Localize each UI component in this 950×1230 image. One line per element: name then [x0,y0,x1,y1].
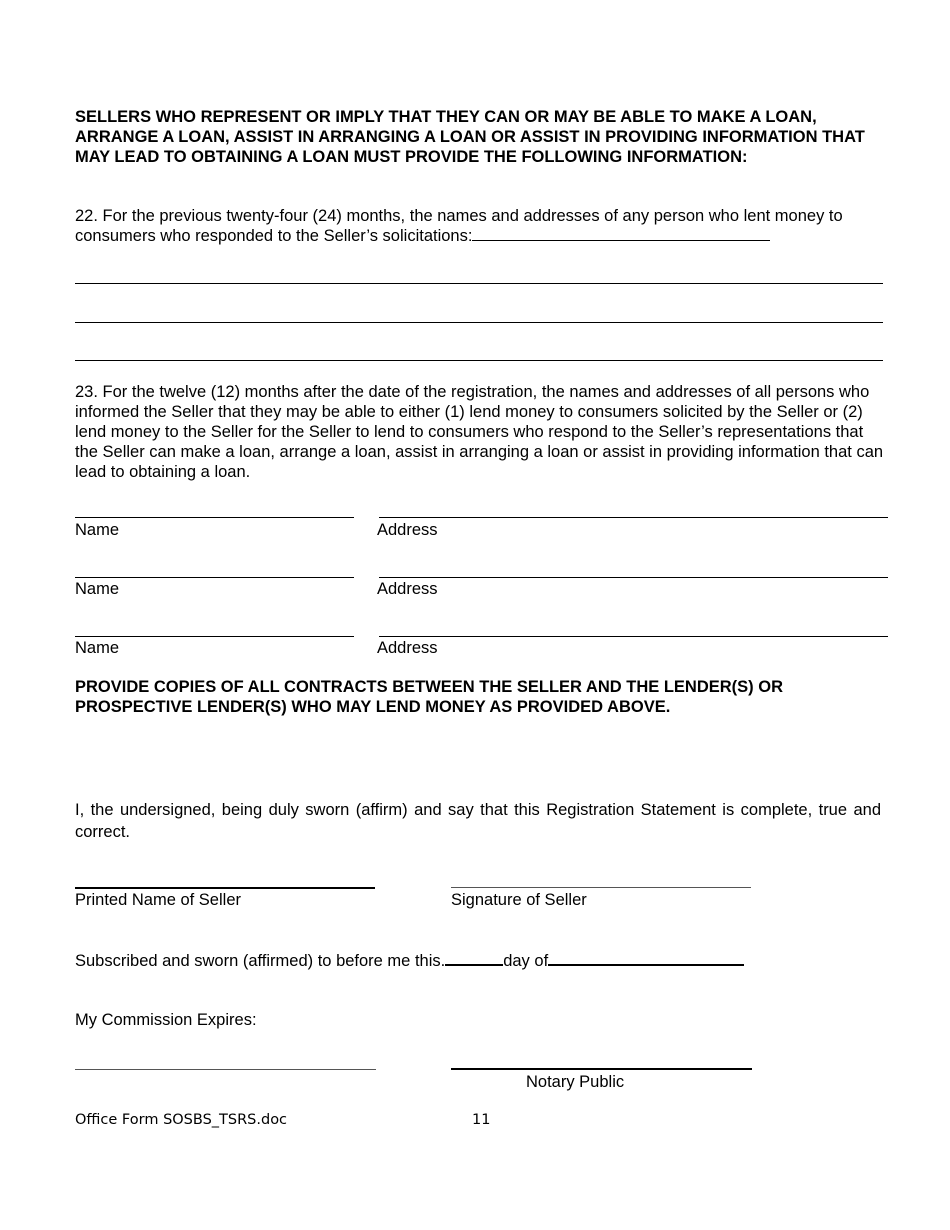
subscribed-sentence [75,950,744,971]
page-number: 11 [472,1112,491,1128]
notary-public-label: Notary Public [526,1073,625,1091]
loan-info-heading: SELLERS WHO REPRESENT OR IMPLY THAT THEY CAN OR MAY BE ABLE TO MAKE A LOAN, ARRANGE A LOAN, ASSIST IN ARRANGING A LOAN OR ASSIST IN PROVIDING INFORMATION THAT MAY LEAD TO OBTAINING A LOAN MUST PROVIDE THE FOLLOWING INFORMATION: [75,108,865,166]
item-22-text: 22. For the previous twenty-four (24) months, the names and addresses of any person who lent money to consumers who responded to the Seller’s solicitations: [75,207,843,245]
commission-expires-line[interactable] [75,1069,376,1070]
item-23-text: 23. For the twelve (12) months after the date of the registration, the names and addresses of all persons who informed the Seller that they may be able to either (1) lend money to consumers solicited by the Seller or (2) lend money to the Seller for the Seller to lend to consumers who respond to the Seller’s representations that the Seller can make a loan, arrange a loan, assist in arranging a loan or assist in providing information that can lead to obtaining a loan. [75,383,884,481]
item-22-blank[interactable] [472,226,770,241]
commission-expires-label: My Commission Expires: [75,1011,257,1029]
affirmation-text: I, the undersigned, being duly sworn (affirm) and say that this Registration Statement is complete, true and correct. [75,801,881,841]
day-of-label: day of [503,952,549,970]
address-label-1: Address [377,521,438,539]
signature-label: Signature of Seller [451,891,587,909]
printed-name-line[interactable] [75,887,375,889]
signature-line[interactable] [451,887,751,888]
item-22-line-3[interactable] [75,360,883,361]
name-line-3[interactable] [75,636,354,637]
name-line-1[interactable] [75,517,354,518]
name-label-3: Name [75,639,120,657]
contracts-heading: PROVIDE COPIES OF ALL CONTRACTS BETWEEN THE SELLER AND THE LENDER(S) OR PROSPECTIVE LENDER(S) WHO MAY LEND MONEY AS PROVIDED ABOVE. [75,678,784,716]
footer-form-name: Office Form SOSBS_TSRS.doc [75,1112,288,1128]
day-blank[interactable] [445,950,503,966]
item-22 [75,206,887,246]
address-label-2: Address [377,580,438,598]
address-line-2[interactable] [379,577,888,578]
address-line-1[interactable] [379,517,888,518]
name-label-1: Name [75,521,120,539]
printed-name-label: Printed Name of Seller [75,891,241,909]
notary-signature-line[interactable] [451,1068,752,1070]
address-line-3[interactable] [379,636,888,637]
item-22-line-2[interactable] [75,322,883,323]
item-22-line-1[interactable] [75,283,883,284]
name-label-2: Name [75,580,120,598]
subscribed-prefix: Subscribed and sworn (affirmed) to before me this. [75,952,446,970]
address-label-3: Address [377,639,438,657]
name-line-2[interactable] [75,577,354,578]
month-year-blank[interactable] [548,950,744,966]
